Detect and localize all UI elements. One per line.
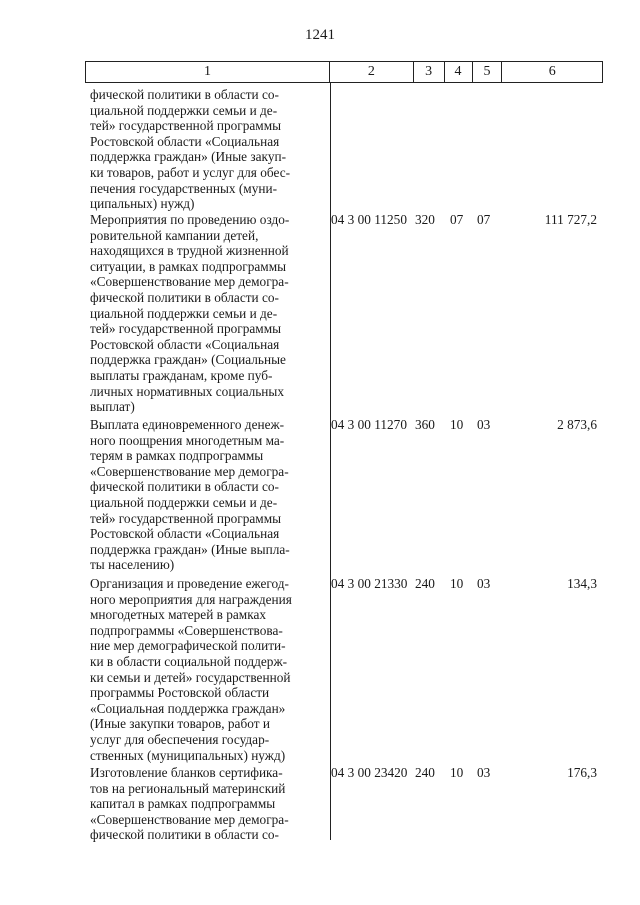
amount: 134,3 xyxy=(567,576,597,591)
section-code: 10 xyxy=(450,765,464,780)
amount: 2 873,6 xyxy=(557,417,597,432)
table-header xyxy=(85,61,603,83)
section-code: 10 xyxy=(450,576,464,591)
expense-type-code: 240 xyxy=(415,576,435,591)
header-col-2: 2 xyxy=(330,62,414,82)
subsection-code: 03 xyxy=(477,765,491,780)
target-article-code: 04 3 00 23420 xyxy=(331,765,408,780)
section-code: 10 xyxy=(450,417,464,432)
page-number: 1241 xyxy=(305,27,335,43)
header-col-1: 1 xyxy=(86,62,330,82)
header-col-4: 4 xyxy=(445,62,473,82)
amount: 176,3 xyxy=(567,765,597,780)
subsection-code: 07 xyxy=(477,212,491,227)
expense-type-code: 360 xyxy=(415,417,435,432)
header-col-6: 6 xyxy=(548,64,556,79)
subsection-code: 03 xyxy=(477,417,491,432)
column-divider xyxy=(330,83,331,840)
continued-description: фической политики в области со- циальной поддержки семьи и де- тей» государственной программы Ростовской области «Социальная поддержка граждан» (Иные закуп- ки товаров, работ и услуг для обес- печения государственных (муни- ципальных) нужд) xyxy=(90,87,291,212)
row-description: Выплата единовременного денеж- ного поощрения многодетным ма- терям в рамках подпрограммы «Совершенствование мер демогра- фической политики в области со- циальной поддержки семьи и де- тей» государственной программы Ростовской области «Социальная поддержка граждан» (Иные выпла- ты населению) xyxy=(90,417,290,573)
row-description: Организация и проведение ежегод- ного мероприятия для награждения многодетных матерей в рамках подпрограммы «Совершенствова- ние мер демографической полити- ки в области социальной поддерж- ки семьи и детей» государственной программы Ростовской области «Социальная поддержка граждан» (Иные закупки товаров, работ и услуг для обеспечения государ- ственных (муниципальных) нужд) xyxy=(90,576,292,763)
target-article-code: 04 3 00 11270 xyxy=(331,417,407,432)
subsection-code: 03 xyxy=(477,576,491,591)
row-description: Мероприятия по проведению оздо- ровительной кампании детей, находящихся в трудной жизненной ситуации, в рамках подпрограммы «Совершенствование мер демогра- фической политики в области со- циальной поддержки семьи и де- тей» государственной программы Ростовской области «Социальная поддержка граждан» (Социальные выплаты гражданам, кроме пуб- личных нормативных социальных выплат) xyxy=(90,212,290,415)
header-col-5: 5 xyxy=(473,62,503,82)
amount: 111 727,2 xyxy=(544,212,597,227)
header-col-3: 3 xyxy=(414,62,445,82)
section-code: 07 xyxy=(450,212,464,227)
expense-type-code: 320 xyxy=(415,212,435,227)
expense-type-code: 240 xyxy=(415,765,435,780)
row-description: Изготовление бланков сертифика- тов на региональный материнский капитал в рамках подпрограммы «Совершенствование мер демогра- фической политики в области со- xyxy=(90,765,289,843)
target-article-code: 04 3 00 21330 xyxy=(331,576,408,591)
target-article-code: 04 3 00 11250 xyxy=(331,212,407,227)
